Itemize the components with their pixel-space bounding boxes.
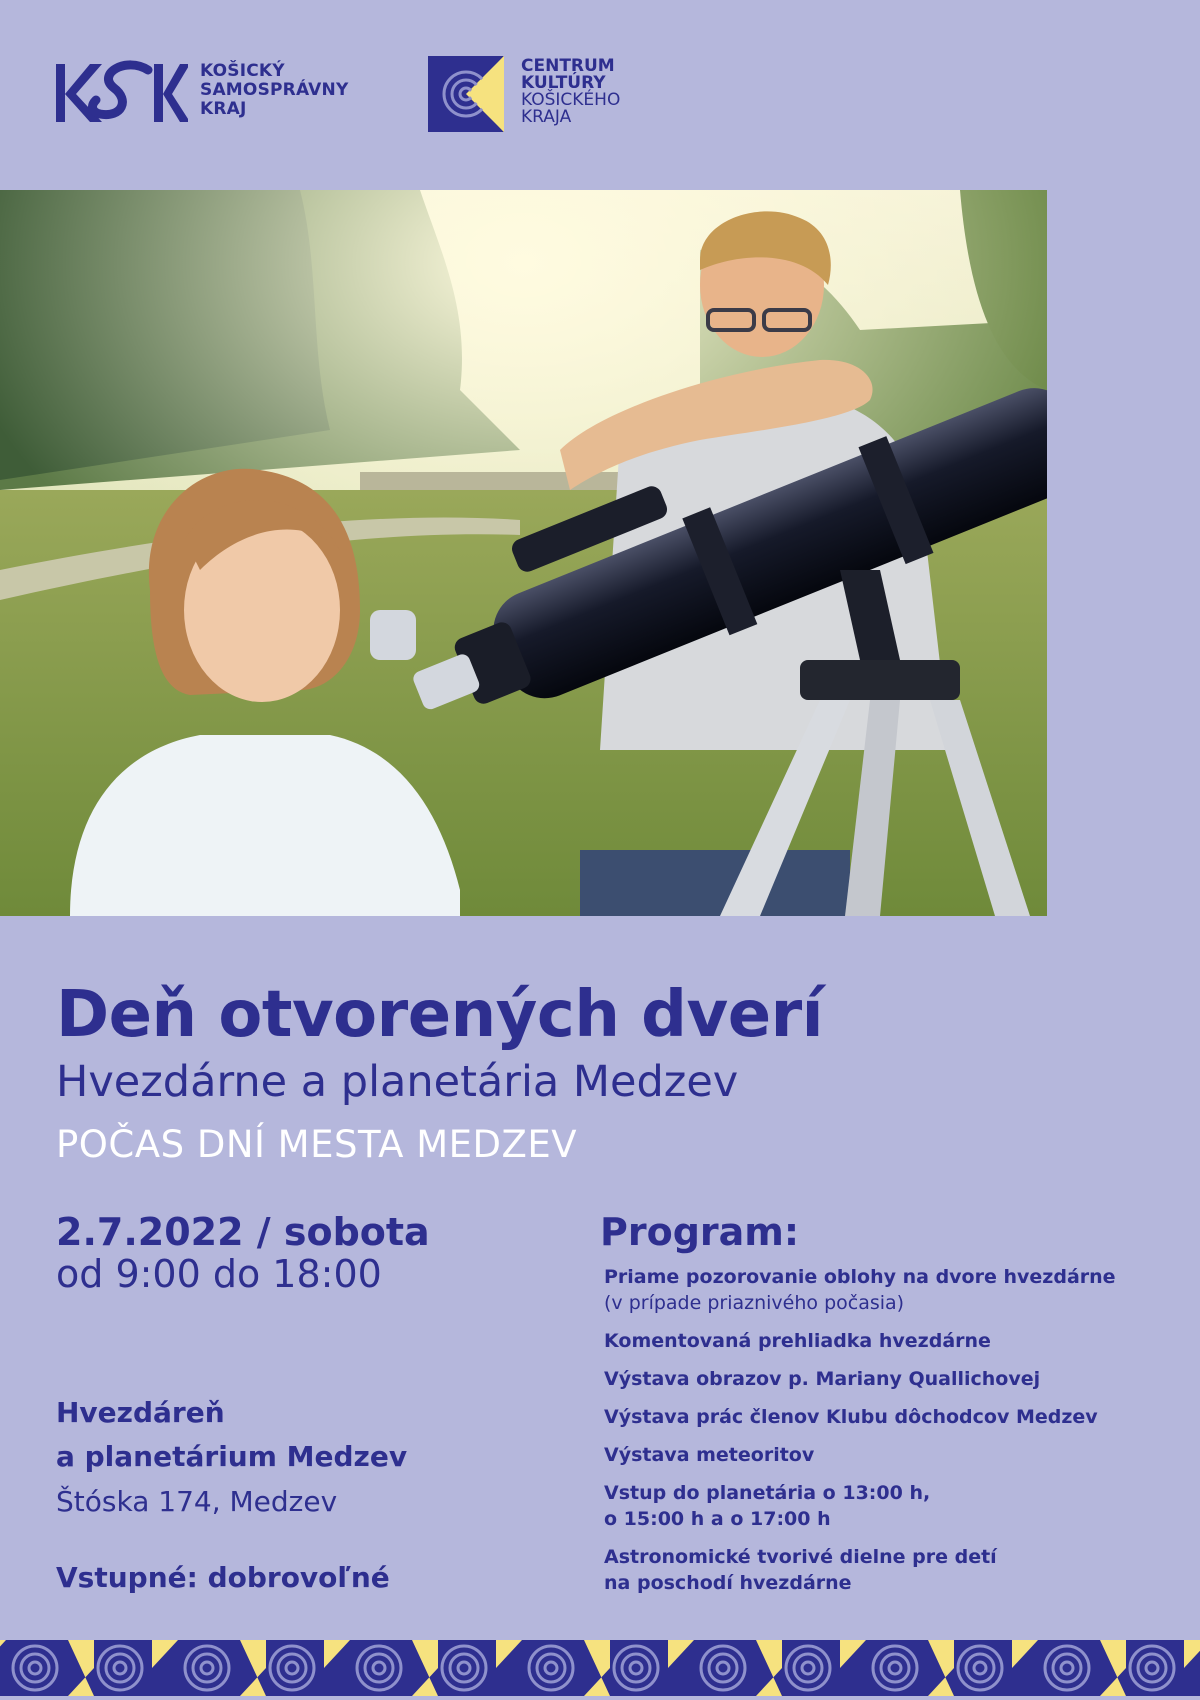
program-list bbox=[604, 1264, 1164, 1608]
program-heading: Program: bbox=[600, 1210, 800, 1254]
program-item bbox=[604, 1264, 1164, 1316]
ckk-logo bbox=[428, 56, 678, 132]
decorative-pattern-strip bbox=[0, 1640, 1200, 1696]
ckk-line-3: KOŠICKÉHO bbox=[521, 90, 621, 110]
ckk-wordmark bbox=[521, 58, 620, 126]
program-item-title: Priame pozorovanie oblohy na dvore hvezdárne bbox=[604, 1266, 1116, 1288]
circle-triangle-pattern-icon bbox=[0, 1640, 1200, 1696]
ckk-line-2: KULTÚRY bbox=[521, 73, 606, 93]
program-item-note: (v prípade priaznivého počasia) bbox=[604, 1292, 905, 1314]
program-item bbox=[604, 1544, 1164, 1596]
event-occasion: POČAS DNÍ MESTA MEDZEV bbox=[56, 1123, 578, 1166]
venue-name-line-1: Hvezdáreň bbox=[56, 1396, 225, 1429]
program-item-title: Výstava obrazov p. Mariany Quallichovej bbox=[604, 1368, 1041, 1390]
program-item bbox=[604, 1404, 1164, 1430]
event-title: Deň otvorených dverí bbox=[56, 978, 824, 1052]
event-subtitle: Hvezdárne a planetária Medzev bbox=[56, 1057, 739, 1107]
program-item-title: Výstava meteoritov bbox=[604, 1444, 815, 1466]
ckk-line-1: CENTRUM bbox=[521, 56, 615, 76]
event-date: 2.7.2022 / sobota bbox=[56, 1210, 430, 1254]
program-item-title-continued: na poschodí hvezdárne bbox=[604, 1572, 852, 1594]
event-time: od 9:00 do 18:00 bbox=[56, 1252, 382, 1296]
ckk-mark-icon bbox=[428, 56, 504, 132]
program-item bbox=[604, 1480, 1164, 1532]
ksk-line-1: KOŠICKÝ bbox=[200, 61, 285, 81]
ksk-line-3: KRAJ bbox=[200, 99, 247, 119]
ksk-logo bbox=[56, 54, 349, 130]
ckk-line-4: KRAJA bbox=[521, 107, 572, 127]
ksk-mark-icon bbox=[56, 54, 188, 126]
venue-name-line-2: a planetárium Medzev bbox=[56, 1440, 408, 1473]
program-item-title: Výstava prác členov Klubu dôchodcov Medzev bbox=[604, 1406, 1098, 1428]
entry-fee: Vstupné: dobrovoľné bbox=[56, 1561, 390, 1594]
program-item-title: Astronomické tvorivé dielne pre detí bbox=[604, 1546, 997, 1568]
venue-address: Štóska 174, Medzev bbox=[56, 1485, 338, 1518]
program-item-title: Vstup do planetária o 13:00 h, bbox=[604, 1482, 931, 1504]
ksk-wordmark bbox=[200, 62, 348, 119]
program-item-title: Komentovaná prehliadka hvezdárne bbox=[604, 1330, 991, 1352]
ksk-line-2: SAMOSPRÁVNY bbox=[200, 80, 349, 100]
children-with-telescope-photo bbox=[0, 190, 1047, 916]
program-item bbox=[604, 1366, 1164, 1392]
program-item bbox=[604, 1328, 1164, 1354]
hero-photo bbox=[0, 190, 1047, 916]
program-item bbox=[604, 1442, 1164, 1468]
program-item-title-continued: o 15:00 h a o 17:00 h bbox=[604, 1508, 831, 1530]
